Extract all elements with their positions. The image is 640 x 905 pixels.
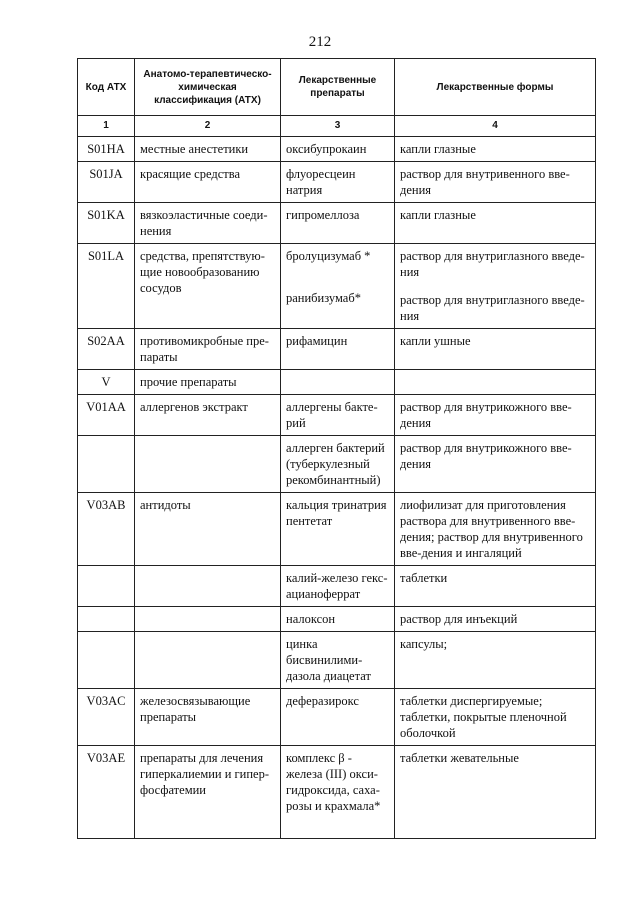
drug-name: бролуцизумаб * [286, 249, 371, 263]
table-row [78, 370, 596, 395]
dosage-form: лиофилизат для приготовления раствора для внутривенного вве-дения; раствор для внутривенного вве-дения и ингаляций [395, 493, 596, 566]
dosage-form: таблетки жевательные [395, 746, 596, 839]
table-row [78, 162, 596, 203]
dosage-form-cell [395, 244, 596, 329]
atx-class: железосвязывающие препараты [135, 689, 281, 746]
drug-name: флуоресцеин натрия [281, 162, 395, 203]
drug-name: рифамицин [281, 329, 395, 370]
atx-class [135, 607, 281, 632]
table-row [78, 746, 596, 839]
atx-class [135, 436, 281, 493]
column-number: 2 [135, 116, 281, 137]
dosage-form: капли ушные [395, 329, 596, 370]
drug-name: налоксон [281, 607, 395, 632]
dosage-form: раствор для внутриглазного введе-ния [400, 293, 585, 323]
atx-class: местные анестетики [135, 137, 281, 162]
table-row [78, 203, 596, 244]
dosage-form: капсулы; [395, 632, 596, 689]
atx-code: S01LA [78, 244, 135, 329]
header-forms: Лекарственные формы [395, 59, 596, 116]
dosage-form: капли глазные [395, 137, 596, 162]
table-row [78, 689, 596, 746]
drug-name: оксибупрокаин [281, 137, 395, 162]
atx-code [78, 632, 135, 689]
drug-name: кальция тринатрия пентетат [281, 493, 395, 566]
atx-class: средства, препятствую-щие новообразованию сосудов [135, 244, 281, 329]
table-row [78, 566, 596, 607]
drug-name: комплекс β - железа (III) окси-гидроксида, саха-розы и крахмала* [281, 746, 395, 839]
column-number: 1 [78, 116, 135, 137]
column-number: 3 [281, 116, 395, 137]
table-row [78, 493, 596, 566]
atx-code: V01AA [78, 395, 135, 436]
header-row [78, 59, 596, 116]
dosage-form: таблетки диспергируемые; таблетки, покрытые пленочной оболочкой [395, 689, 596, 746]
header-code: Код АТХ [78, 59, 135, 116]
drug-name: цинка бисвинилими-дазола диацетат [281, 632, 395, 689]
atx-code [78, 566, 135, 607]
atx-class: препараты для лечения гиперкалиемии и гипер-фосфатемии [135, 746, 281, 839]
table-row [78, 137, 596, 162]
drug-cell [281, 244, 395, 329]
atx-code: S01KA [78, 203, 135, 244]
table-row [78, 436, 596, 493]
table-row [78, 607, 596, 632]
table-row [78, 395, 596, 436]
page-number: 212 [308, 34, 332, 50]
atx-class: прочие препараты [135, 370, 281, 395]
table-row [78, 632, 596, 689]
atx-table [77, 58, 596, 839]
drug-name: калий-железо гекс-ацианоферрат [281, 566, 395, 607]
drug-name: гипромеллоза [281, 203, 395, 244]
dosage-form: раствор для внутрикожного вве-дения [395, 395, 596, 436]
drug-name: деферазирокс [281, 689, 395, 746]
dosage-form: раствор для инъекций [395, 607, 596, 632]
atx-class: вязкоэластичные соеди-нения [135, 203, 281, 244]
atx-class: аллергенов экстракт [135, 395, 281, 436]
dosage-form: раствор для внутрикожного вве-дения [395, 436, 596, 493]
atx-code: V03AC [78, 689, 135, 746]
atx-code: V03AE [78, 746, 135, 839]
header-drugs: Лекарственные препараты [281, 59, 395, 116]
dosage-form: раствор для внутривенного вве-дения [395, 162, 596, 203]
atx-code: V [78, 370, 135, 395]
dosage-form: раствор для внутриглазного введе-ния [400, 249, 585, 279]
dosage-form [395, 370, 596, 395]
atx-class [135, 566, 281, 607]
atx-class: противомикробные пре-параты [135, 329, 281, 370]
drug-name [281, 370, 395, 395]
table-row [78, 329, 596, 370]
table-row [78, 244, 596, 329]
atx-code [78, 436, 135, 493]
atx-code: S01HA [78, 137, 135, 162]
header-class: Анатомо-терапевтическо-химическая классификация (АТХ) [135, 59, 281, 116]
dosage-form: капли глазные [395, 203, 596, 244]
atx-class [135, 632, 281, 689]
column-number: 4 [395, 116, 596, 137]
column-number-row [78, 116, 596, 137]
drug-name: аллерген бактерий (туберкулезный рекомбинантный) [281, 436, 395, 493]
atx-code: V03AB [78, 493, 135, 566]
atx-code [78, 607, 135, 632]
atx-class: красящие средства [135, 162, 281, 203]
drug-name: ранибизумаб* [286, 291, 361, 305]
drug-name: аллергены бакте-рий [281, 395, 395, 436]
atx-code: S02AA [78, 329, 135, 370]
atx-code: S01JA [78, 162, 135, 203]
dosage-form: таблетки [395, 566, 596, 607]
atx-class: антидоты [135, 493, 281, 566]
